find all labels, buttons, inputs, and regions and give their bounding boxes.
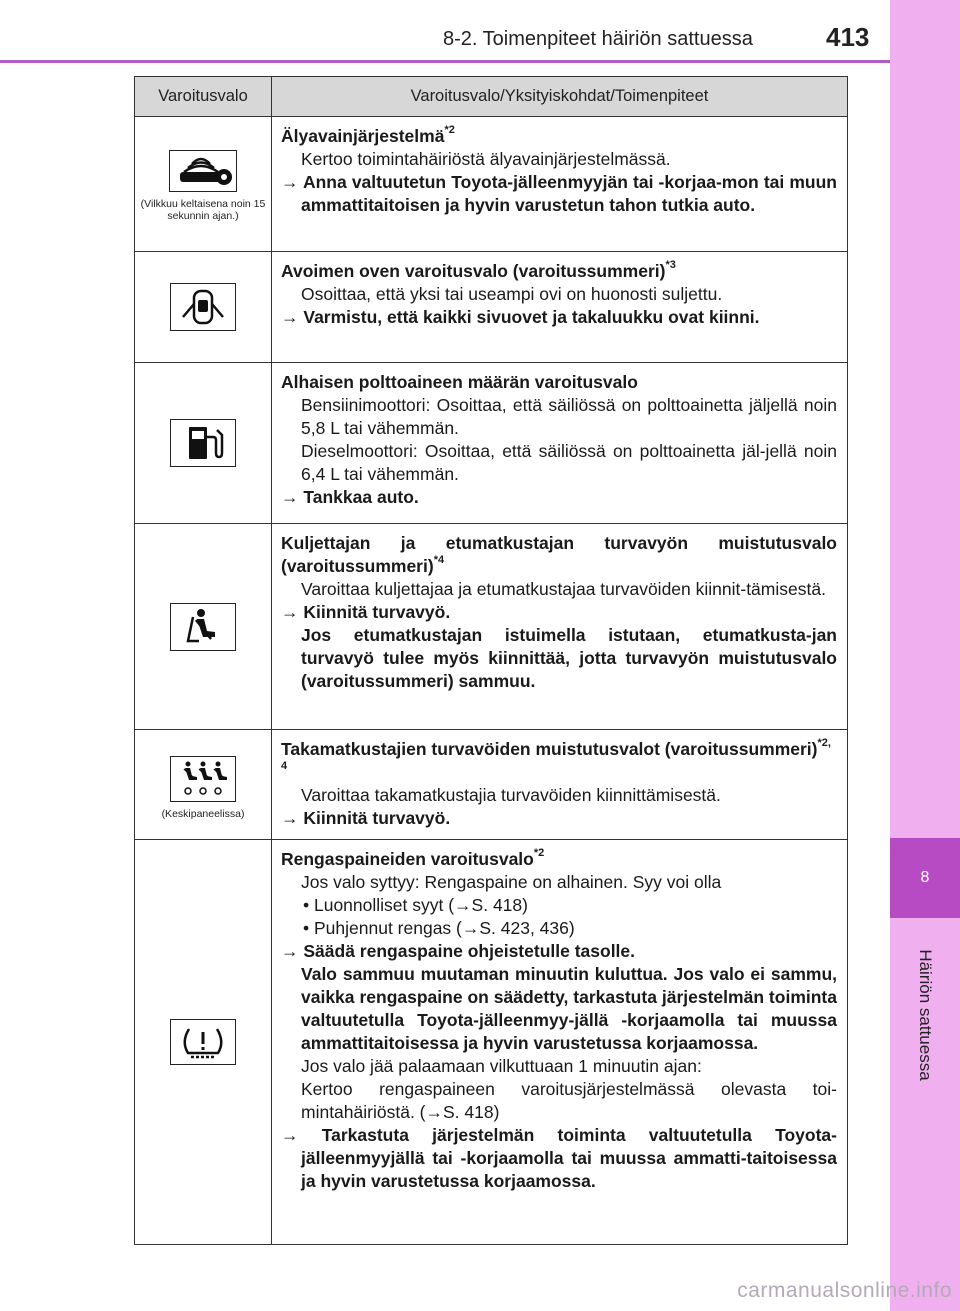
action-text: → Kiinnitä turvavyö. — [281, 808, 451, 828]
action-note: Valo sammuu muutaman minuutin kuluttua. Jos valo ei sammu, vaikka rengaspaine on säädetty, tarkastuta järjestelmän toiminta valtuutetulla Toyota-jälleenmyy-jällä -korjaamolla tai muussa ammattitaitoisessa ja hyvin varustetussa korjaamossa. — [301, 964, 837, 1053]
chapter-label: Häiriön sattuessa — [916, 949, 935, 1081]
seatbelt-reminder-icon — [170, 603, 236, 651]
table-row — [135, 117, 848, 252]
table-row — [135, 252, 848, 363]
column-header: Varoitusvalo/Yksityiskohdat/Toimenpiteet — [272, 77, 848, 117]
action-text: → Varmistu, että kaikki sivuovet ja takaluukku ovat kiinni. — [281, 307, 760, 327]
description-line: Kertoo rengaspaineen varoitusjärjestelmässä olevasta toi-mintahäiriöstä. (→S. 418) — [301, 1079, 837, 1122]
description-line: Kertoo toimintahäiriöstä älyavainjärjestelmässä. — [301, 149, 671, 169]
icon-cell — [135, 363, 272, 524]
action-text: → Kiinnitä turvavyö. — [281, 602, 451, 622]
icon-caption: (Keskipaneelissa) — [161, 807, 245, 820]
watermark: carmanualsonline.info — [737, 1279, 952, 1302]
warning-title: Alhaisen polttoaineen määrän varoitusvalo — [281, 372, 638, 392]
description-cell — [272, 252, 848, 363]
table-row — [135, 363, 848, 524]
action-note: Jos etumatkustajan istuimella istutaan, etumatkusta-jan turvavyö tulee myös kiinnittää, jotta turvavyön muistutusvalo (varoitussummeri) sammuu. — [301, 625, 837, 691]
page-number: 413 — [826, 22, 870, 52]
header-rule — [0, 60, 890, 63]
warning-light-table — [134, 76, 848, 1245]
page-header — [0, 0, 890, 64]
action-text: → Säädä rengaspaine ohjeistetulle tasolle. — [281, 941, 636, 961]
table-row — [135, 524, 848, 730]
description-cell — [272, 730, 848, 840]
description-cell — [272, 363, 848, 524]
column-header: Varoitusvalo — [135, 77, 272, 117]
icon-cell — [135, 730, 272, 840]
table-header-row — [135, 77, 848, 117]
table-row — [135, 840, 848, 1245]
description-cell — [272, 840, 848, 1245]
smart-key-system-warning-icon — [169, 150, 237, 192]
low-fuel-icon — [170, 419, 236, 467]
description-line: Varoittaa takamatkustajia turvavöiden kiinnittämisestä. — [301, 785, 721, 805]
description-cell — [272, 524, 848, 730]
description-line: Varoittaa kuljettajaa ja etumatkustajaa turvavöiden kiinnit-tämisestä. — [301, 579, 826, 599]
description-line: Jos valo jää palaamaan vilkuttuaan 1 minuutin ajan: — [301, 1056, 702, 1076]
list-item: • Luonnolliset syyt (→S. 418) — [303, 895, 528, 915]
warning-title: Älyavainjärjestelmä$^{*2}$ — [281, 124, 455, 146]
section-title: 8-2. Toimenpiteet häiriön sattuessa — [443, 28, 753, 50]
chapter-number-tab[interactable]: 8 — [890, 838, 960, 918]
warning-title: Rengaspaineiden varoitusvalo$^{*2}$ — [281, 847, 545, 869]
icon-cell — [135, 252, 272, 363]
action-text: → Anna valtuutetun Toyota-jälleenmyyjän tai -korjaa-mon tai muun ammattitaitoisen ja hyvin varustetun tahon tutkia auto. — [281, 172, 837, 215]
description-line: Osoittaa, että yksi tai useampi ovi on huonosti suljettu. — [301, 284, 723, 304]
warning-title: Avoimen oven varoitusvalo (varoitussummeri)$^{*3}$ — [281, 259, 676, 281]
icon-cell — [135, 524, 272, 730]
warning-title: Kuljettajan ja etumatkustajan turvavyön muistutusvalo (varoitussummeri)$^{*4}$ — [281, 533, 837, 576]
action-text: → Tarkastuta järjestelmän toiminta valtuutetulla Toyota-jälleenmyyjällä tai -korjaamolla tai muussa ammatti-taitoisessa ja hyvin varustetussa korjaamossa. — [281, 1125, 837, 1191]
icon-caption: (Vilkkuu keltaisena noin 15 sekunnin ajan.) — [140, 198, 266, 222]
list-item: • Puhjennut rengas (→S. 423, 436) — [303, 918, 575, 938]
description-line: Jos valo syttyy: Rengaspaine on alhainen. Syy voi olla — [301, 872, 722, 892]
rear-seatbelt-reminder-icon — [170, 756, 236, 802]
description-line: Dieselmoottori: Osoittaa, että säiliössä on polttoainetta jäl-jellä noin 6,4 L tai vähemmän. — [301, 441, 837, 484]
icon-cell — [135, 117, 272, 252]
action-text: → Tankkaa auto. — [281, 487, 419, 507]
warning-title: Takamatkustajien turvavöiden muistutusvalot (varoitussummeri)$^{*2, 4}$ — [281, 737, 831, 772]
chapter-sidebar — [890, 0, 960, 1311]
open-door-warning-icon — [170, 283, 236, 331]
icon-cell — [135, 840, 272, 1245]
description-line: Bensiinimoottori: Osoittaa, että säiliössä on polttoainetta jäljellä noin 5,8 L tai vähemmän. — [301, 395, 837, 438]
description-cell — [272, 117, 848, 252]
tire-pressure-warning-icon — [170, 1019, 236, 1065]
table-row — [135, 730, 848, 840]
